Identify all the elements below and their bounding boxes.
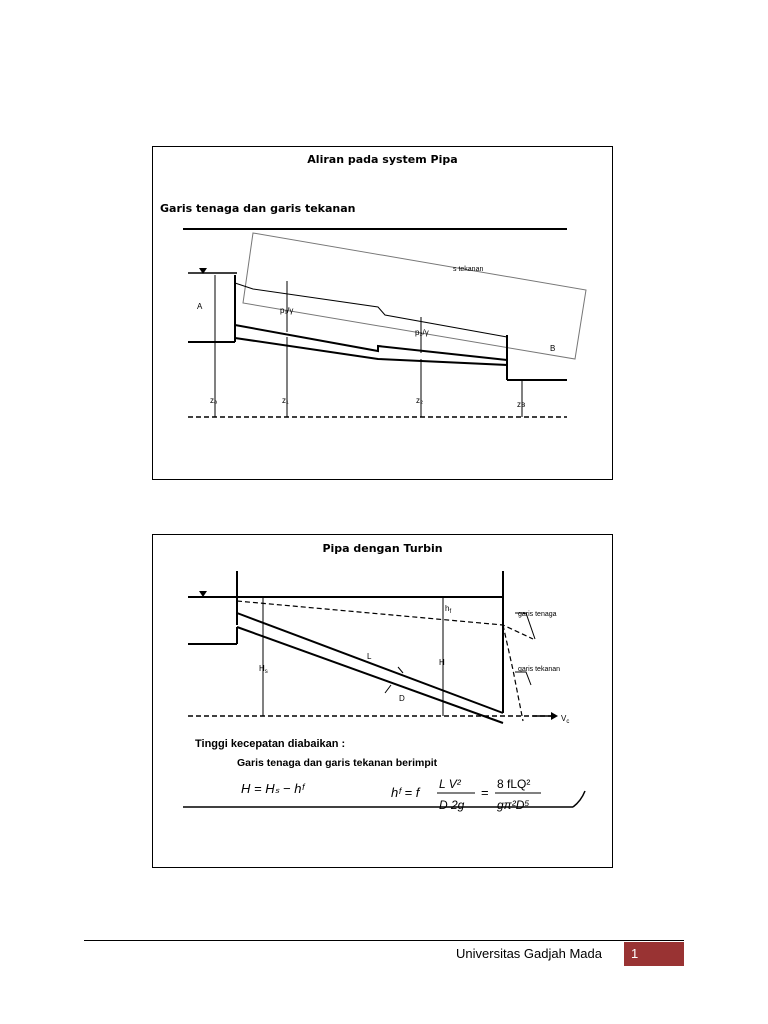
scan-corner-curve — [573, 791, 585, 807]
formula-hf-lhs: hᶠ = f — [391, 785, 420, 800]
pressure-line — [235, 283, 507, 337]
label-hs: $H_s$ — [259, 664, 268, 675]
energy-line — [237, 601, 533, 639]
leader-l — [398, 667, 403, 673]
label-zb: zʙ — [517, 400, 526, 409]
label-p2: p₂/γ — [415, 328, 429, 337]
vc-arrow-head — [551, 712, 558, 720]
label-vc: $V_c$ — [561, 714, 570, 725]
slide-title: Aliran pada system Pipa — [307, 153, 458, 166]
note-line-2: Garis tenaga dan garis tekanan berimpit — [237, 757, 438, 769]
label-d: D — [399, 694, 405, 703]
slide-pipe-turbine — [152, 534, 613, 868]
pipe-bottom-edge — [237, 627, 503, 723]
slide-title: Pipa dengan Turbin — [322, 542, 443, 555]
pipe-top-edge — [235, 325, 507, 360]
formula-frac2-den: gπ²D⁵ — [497, 798, 530, 812]
overlay-frame — [243, 233, 586, 359]
pipe-turbine-diagram — [153, 535, 614, 869]
label-garis-tekanan: garis tekanan — [518, 666, 561, 673]
slide-pipe-system — [152, 146, 613, 480]
formula-head: H = Hₛ − hᶠ — [241, 781, 305, 796]
footer-rule — [84, 940, 684, 941]
leader-d — [385, 685, 391, 693]
label-l: L — [367, 652, 372, 661]
leader-garis-tekanan — [515, 672, 531, 685]
label-tekanan: s tekanan — [453, 266, 484, 273]
label-z1: z₁ — [282, 396, 289, 405]
formula-frac1-den: D 2g — [439, 798, 465, 812]
note-line-1: Tinggi kecepatan diabaikan : — [195, 738, 346, 750]
footer-institution: Universitas Gadjah Mada — [456, 946, 602, 961]
label-b: B — [550, 344, 556, 353]
slide-subtitle: Garis tenaga dan garis tekanan — [160, 202, 356, 215]
label-hf: $h_f$ — [445, 604, 452, 615]
page-number: 1 — [624, 942, 684, 966]
label-h: H — [439, 658, 445, 667]
label-za: zₐ — [210, 396, 217, 405]
pipe-top-edge — [237, 613, 503, 713]
label-garis-tenaga: garis tenaga — [518, 611, 557, 618]
formula-eq: = — [481, 785, 489, 800]
formula-frac1-num: L V² — [439, 777, 461, 791]
pressure-drop-line — [503, 625, 523, 721]
label-a: A — [197, 302, 203, 311]
pipe-system-diagram — [153, 147, 614, 481]
label-p1: p₁/γ — [280, 306, 294, 315]
formula-frac2-num: 8 fLQ² — [497, 777, 531, 791]
label-z2: z₂ — [416, 396, 424, 405]
